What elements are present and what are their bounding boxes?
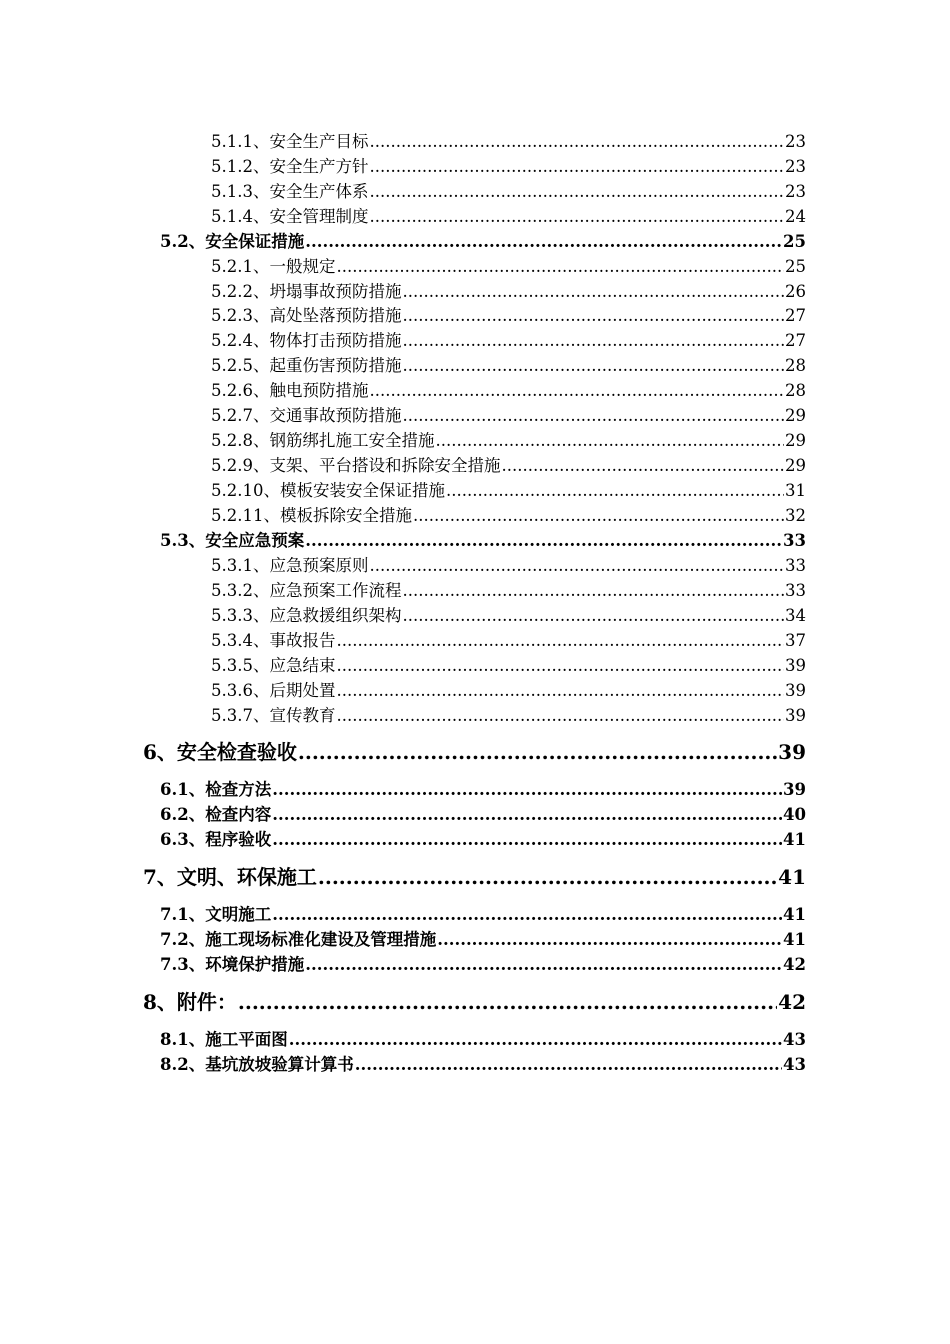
toc-dot-leader <box>369 182 784 201</box>
toc-entry-label: 5.2.6、触电预防措施 <box>211 381 369 400</box>
toc-dot-leader <box>272 805 782 824</box>
toc-entry[interactable] <box>160 901 806 925</box>
toc-dot-leader <box>355 1055 782 1074</box>
toc-entry[interactable] <box>160 1051 806 1075</box>
toc-entry[interactable] <box>160 951 806 975</box>
toc-dot-leader <box>272 780 782 799</box>
toc-entry[interactable] <box>211 627 806 651</box>
toc-entry[interactable] <box>160 228 806 252</box>
toc-entry[interactable] <box>211 502 806 526</box>
toc-entry-page-number: 26 <box>785 282 806 301</box>
toc-dot-leader <box>501 456 784 475</box>
toc-dot-leader <box>336 257 784 276</box>
toc-entry-label: 6、安全检查验收 <box>143 740 297 764</box>
toc-entry-label: 5.2.3、高处坠落预防措施 <box>211 306 402 325</box>
toc-dot-leader <box>402 306 784 325</box>
toc-dot-leader <box>305 955 782 974</box>
toc-entry[interactable] <box>211 278 806 302</box>
toc-entry-label: 6.1、检查方法 <box>160 780 272 799</box>
toc-dot-leader <box>238 990 777 1014</box>
toc-entry[interactable] <box>211 677 806 701</box>
toc-entry-page-number: 43 <box>783 1030 806 1049</box>
toc-entry-page-number: 32 <box>785 506 806 525</box>
toc-dot-leader <box>402 282 784 301</box>
toc-dot-leader <box>402 406 784 425</box>
toc-entry[interactable] <box>160 801 806 825</box>
toc-entry[interactable] <box>160 926 806 950</box>
toc-entry-page-number: 28 <box>785 356 806 375</box>
toc-dot-leader <box>318 865 777 889</box>
toc-entry-page-number: 34 <box>785 606 806 625</box>
toc-entry-page-number: 39 <box>785 656 806 675</box>
toc-dot-leader <box>402 581 784 600</box>
toc-entry[interactable] <box>211 552 806 576</box>
toc-entry[interactable] <box>211 203 806 227</box>
toc-entry-page-number: 39 <box>783 780 806 799</box>
toc-dot-leader <box>402 606 784 625</box>
toc-entry-page-number: 33 <box>785 556 806 575</box>
toc-entry[interactable] <box>160 527 806 551</box>
toc-entry-page-number: 42 <box>778 990 806 1014</box>
toc-entry-label: 5.3、安全应急预案 <box>160 531 305 550</box>
toc-dot-leader <box>272 830 782 849</box>
toc-entry-label: 7.3、环境保护措施 <box>160 955 305 974</box>
toc-entry-label: 5.3.4、事故报告 <box>211 631 336 650</box>
toc-entry-label: 5.1.2、安全生产方针 <box>211 157 369 176</box>
toc-entry-label: 5.2、安全保证措施 <box>160 232 305 251</box>
toc-entry-label: 5.2.7、交通事故预防措施 <box>211 406 402 425</box>
toc-dot-leader <box>369 556 784 575</box>
toc-dot-leader <box>369 381 784 400</box>
toc-entry[interactable] <box>211 302 806 326</box>
toc-entry[interactable] <box>211 702 806 726</box>
toc-dot-leader <box>336 656 784 675</box>
toc-entry-page-number: 37 <box>785 631 806 650</box>
toc-entry-label: 5.1.4、安全管理制度 <box>211 207 369 226</box>
toc-entry-page-number: 23 <box>785 132 806 151</box>
toc-entry-page-number: 42 <box>783 955 806 974</box>
toc-entry-label: 7、文明、环保施工 <box>143 865 317 889</box>
toc-dot-leader <box>336 681 784 700</box>
toc-entry-page-number: 39 <box>778 740 806 764</box>
toc-entry-label: 7.1、文明施工 <box>160 905 272 924</box>
toc-entry[interactable] <box>160 776 806 800</box>
toc-entry[interactable] <box>211 452 806 476</box>
toc-entry[interactable] <box>211 128 806 152</box>
toc-entry[interactable] <box>143 986 806 1015</box>
toc-entry[interactable] <box>160 826 806 850</box>
toc-entry-label: 5.2.4、物体打击预防措施 <box>211 331 402 350</box>
toc-dot-leader <box>369 157 784 176</box>
toc-entry[interactable] <box>211 377 806 401</box>
toc-entry-page-number: 23 <box>785 157 806 176</box>
toc-dot-leader <box>402 331 784 350</box>
toc-entry-page-number: 39 <box>785 706 806 725</box>
toc-entry-label: 8.1、施工平面图 <box>160 1030 288 1049</box>
toc-entry-label: 5.1.3、安全生产体系 <box>211 182 369 201</box>
toc-entry-page-number: 25 <box>785 257 806 276</box>
toc-entry-label: 5.3.6、后期处置 <box>211 681 336 700</box>
toc-dot-leader <box>446 481 784 500</box>
toc-entry-page-number: 33 <box>783 531 806 550</box>
toc-entry-page-number: 41 <box>778 865 806 889</box>
toc-entry-page-number: 23 <box>785 182 806 201</box>
toc-dot-leader <box>336 631 784 650</box>
toc-entry-label: 5.3.3、应急救援组织架构 <box>211 606 402 625</box>
toc-entry-label: 5.2.10、模板安装安全保证措施 <box>211 481 445 500</box>
toc-entry-page-number: 41 <box>783 830 806 849</box>
toc-entry[interactable] <box>211 153 806 177</box>
toc-entry[interactable] <box>143 861 806 890</box>
toc-entry[interactable] <box>211 602 806 626</box>
toc-entry-page-number: 41 <box>783 905 806 924</box>
toc-entry-label: 5.2.2、坍塌事故预防措施 <box>211 282 402 301</box>
toc-dot-leader <box>272 905 782 924</box>
toc-entry[interactable] <box>143 736 806 765</box>
toc-dot-leader <box>435 431 784 450</box>
toc-entry-label: 5.1.1、安全生产目标 <box>211 132 369 151</box>
toc-entry-page-number: 33 <box>785 581 806 600</box>
toc-entry-label: 6.3、程序验收 <box>160 830 272 849</box>
toc-entry-page-number: 41 <box>783 930 806 949</box>
toc-entry[interactable] <box>211 427 806 451</box>
toc-entry[interactable] <box>211 352 806 376</box>
toc-entry-label: 8、附件： <box>143 990 237 1014</box>
toc-entry[interactable] <box>211 327 806 351</box>
toc-entry-page-number: 29 <box>785 431 806 450</box>
toc-entry-page-number: 28 <box>785 381 806 400</box>
toc-entry-page-number: 29 <box>785 456 806 475</box>
toc-dot-leader <box>369 207 784 226</box>
toc-entry-label: 5.3.7、宣传教育 <box>211 706 336 725</box>
toc-entry-label: 5.3.5、应急结束 <box>211 656 336 675</box>
toc-entry-label: 5.2.9、支架、平台搭设和拆除安全措施 <box>211 456 501 475</box>
toc-entry-page-number: 29 <box>785 406 806 425</box>
toc-entry-page-number: 25 <box>783 232 806 251</box>
toc-entry-page-number: 40 <box>783 805 806 824</box>
toc-entry-label: 5.2.8、钢筋绑扎施工安全措施 <box>211 431 435 450</box>
toc-dot-leader <box>402 356 784 375</box>
toc-dot-leader <box>413 506 784 525</box>
toc-entry[interactable] <box>160 1026 806 1050</box>
toc-entry-page-number: 43 <box>783 1055 806 1074</box>
toc-entry-label: 5.2.5、起重伤害预防措施 <box>211 356 402 375</box>
toc-entry[interactable] <box>211 477 806 501</box>
toc-entry-page-number: 31 <box>785 481 806 500</box>
toc-entry-page-number: 39 <box>785 681 806 700</box>
toc-entry-label: 5.3.2、应急预案工作流程 <box>211 581 402 600</box>
toc-entry-page-number: 27 <box>785 306 806 325</box>
toc-entry-label: 5.2.11、模板拆除安全措施 <box>211 506 412 525</box>
toc-dot-leader <box>336 706 784 725</box>
toc-entry-label: 5.2.1、一般规定 <box>211 257 336 276</box>
toc-dot-leader <box>289 1030 782 1049</box>
toc-dot-leader <box>298 740 777 764</box>
toc-dot-leader <box>437 930 782 949</box>
toc-entry-label: 6.2、检查内容 <box>160 805 272 824</box>
toc-entry[interactable] <box>211 178 806 202</box>
toc-dot-leader <box>305 531 782 550</box>
toc-dot-leader <box>369 132 784 151</box>
toc-entry[interactable] <box>211 253 806 277</box>
toc-entry[interactable] <box>211 652 806 676</box>
toc-entry-label: 5.3.1、应急预案原则 <box>211 556 369 575</box>
toc-entry-label: 7.2、施工现场标准化建设及管理措施 <box>160 930 437 949</box>
toc-entry-page-number: 24 <box>785 207 806 226</box>
toc-entry[interactable] <box>211 402 806 426</box>
toc-dot-leader <box>305 232 782 251</box>
toc-entry[interactable] <box>211 577 806 601</box>
toc-entry-page-number: 27 <box>785 331 806 350</box>
toc-entry-label: 8.2、基坑放坡验算计算书 <box>160 1055 354 1074</box>
